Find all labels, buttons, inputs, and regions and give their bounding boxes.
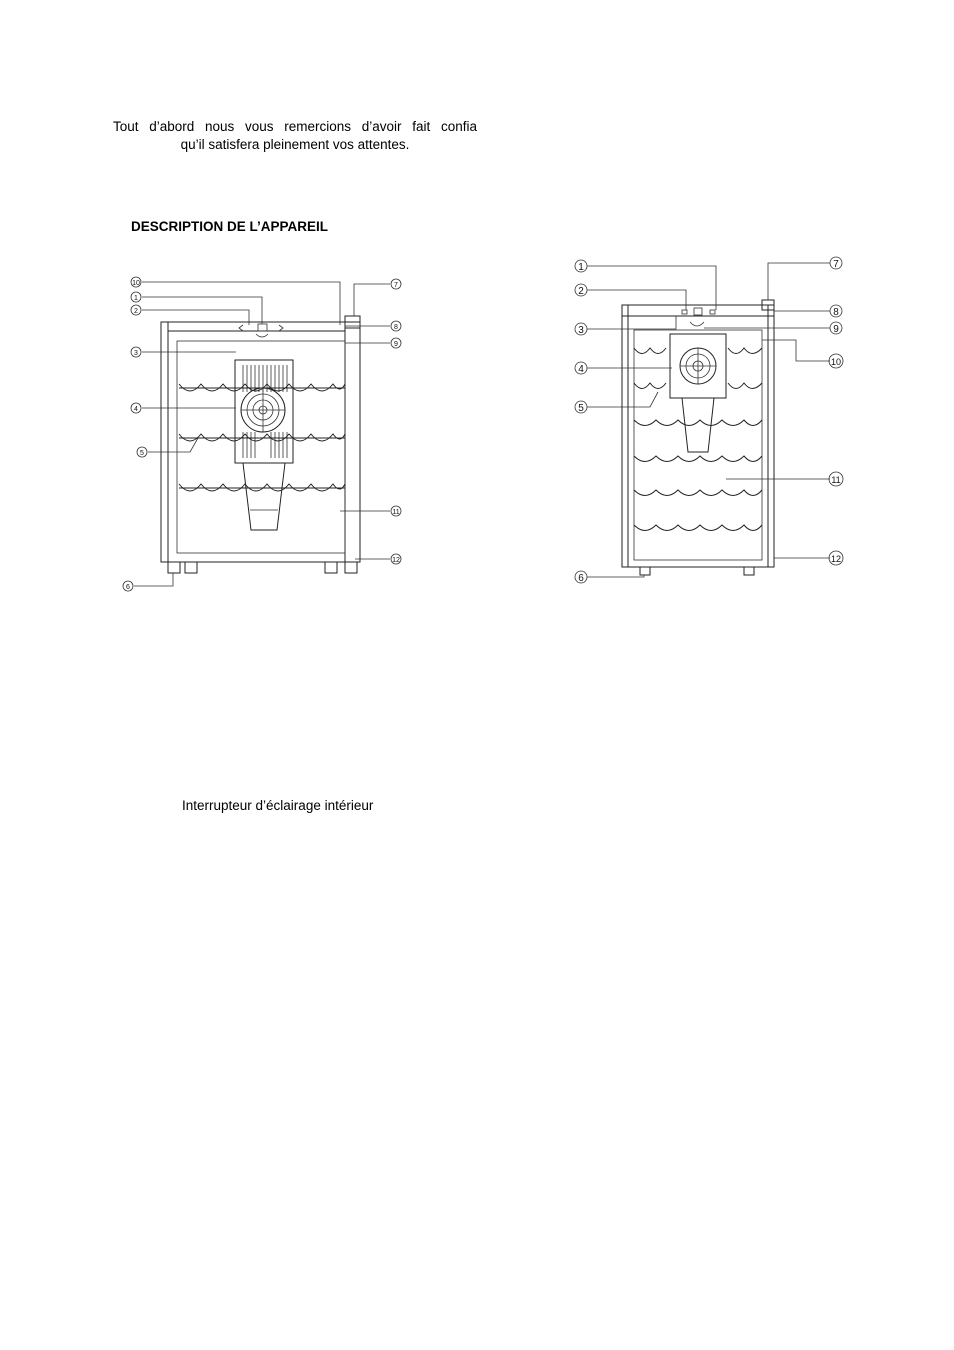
svg-text:3: 3 [578, 325, 584, 336]
svg-text:10: 10 [830, 357, 842, 367]
svg-text:8: 8 [833, 307, 839, 318]
callout [829, 551, 843, 565]
cabinet-body [161, 322, 360, 562]
diagram-left [123, 277, 401, 591]
svg-text:11: 11 [831, 475, 841, 485]
control-panel [622, 305, 774, 316]
callout [391, 506, 401, 516]
callout [575, 323, 587, 336]
callout [829, 354, 843, 368]
callout [131, 305, 141, 315]
right-arrow-icon [279, 325, 283, 331]
condensation-funnel [243, 463, 285, 530]
svg-text:4: 4 [578, 364, 584, 375]
callout [575, 362, 587, 375]
foot [744, 567, 754, 575]
callout [391, 321, 401, 331]
callout [131, 292, 141, 302]
intro-line-1: Tout d’abord nous vous remercions d’avoir fait confia [113, 119, 477, 134]
cooling-unit [235, 360, 293, 463]
callout [575, 401, 587, 414]
callouts-right [575, 257, 843, 584]
callout [829, 472, 843, 486]
light-bulb-icon [690, 322, 704, 326]
control-panel [168, 322, 345, 331]
callout [575, 260, 587, 273]
foot [325, 562, 337, 573]
svg-text:9: 9 [394, 341, 398, 348]
svg-text:3: 3 [134, 350, 138, 357]
svg-text:6: 6 [578, 573, 584, 584]
svg-text:5: 5 [578, 403, 584, 414]
callout [391, 338, 401, 348]
callout [575, 571, 587, 584]
callout [391, 554, 401, 564]
section-heading: DESCRIPTION DE L’APPAREIL [131, 219, 329, 234]
svg-text:7: 7 [833, 259, 839, 270]
foot [168, 562, 180, 573]
callout [830, 257, 842, 270]
svg-text:11: 11 [392, 509, 400, 516]
callout [391, 279, 401, 289]
diagram-right [575, 257, 843, 584]
callout [131, 403, 141, 413]
svg-text:2: 2 [578, 286, 584, 297]
svg-text:7: 7 [394, 282, 398, 289]
plus-button [710, 310, 715, 314]
intro-line-2: qu’il satisfera pleinement vos attentes. [180, 137, 410, 152]
callout [131, 347, 141, 357]
svg-text:12: 12 [392, 557, 400, 564]
svg-text:5: 5 [140, 450, 144, 457]
svg-text:1: 1 [134, 295, 138, 302]
cooling-fins [243, 365, 287, 458]
callout [123, 581, 133, 591]
callout [137, 447, 147, 457]
callout [830, 305, 842, 318]
svg-text:4: 4 [134, 406, 138, 413]
svg-text:8: 8 [394, 324, 398, 331]
svg-text:2: 2 [134, 308, 138, 315]
svg-text:1: 1 [578, 262, 584, 273]
door-frame [168, 322, 345, 562]
door-glass [177, 341, 345, 553]
svg-text:12: 12 [830, 554, 842, 564]
left-arrow-icon [239, 325, 243, 331]
callout [830, 322, 842, 335]
svg-text:6: 6 [126, 584, 130, 591]
callout [131, 277, 141, 287]
light-bulb-icon [256, 334, 268, 337]
minus-button [682, 310, 687, 314]
caption-light-switch: Interrupteur d’éclairage intérieur [182, 798, 374, 813]
power-button [258, 324, 267, 331]
foot [185, 562, 197, 573]
power-button [694, 308, 702, 315]
cabinet-body [622, 305, 774, 567]
svg-text:10: 10 [132, 280, 140, 287]
foot [640, 567, 650, 575]
foot [345, 562, 357, 573]
svg-text:9: 9 [833, 324, 839, 335]
callout [575, 284, 587, 297]
